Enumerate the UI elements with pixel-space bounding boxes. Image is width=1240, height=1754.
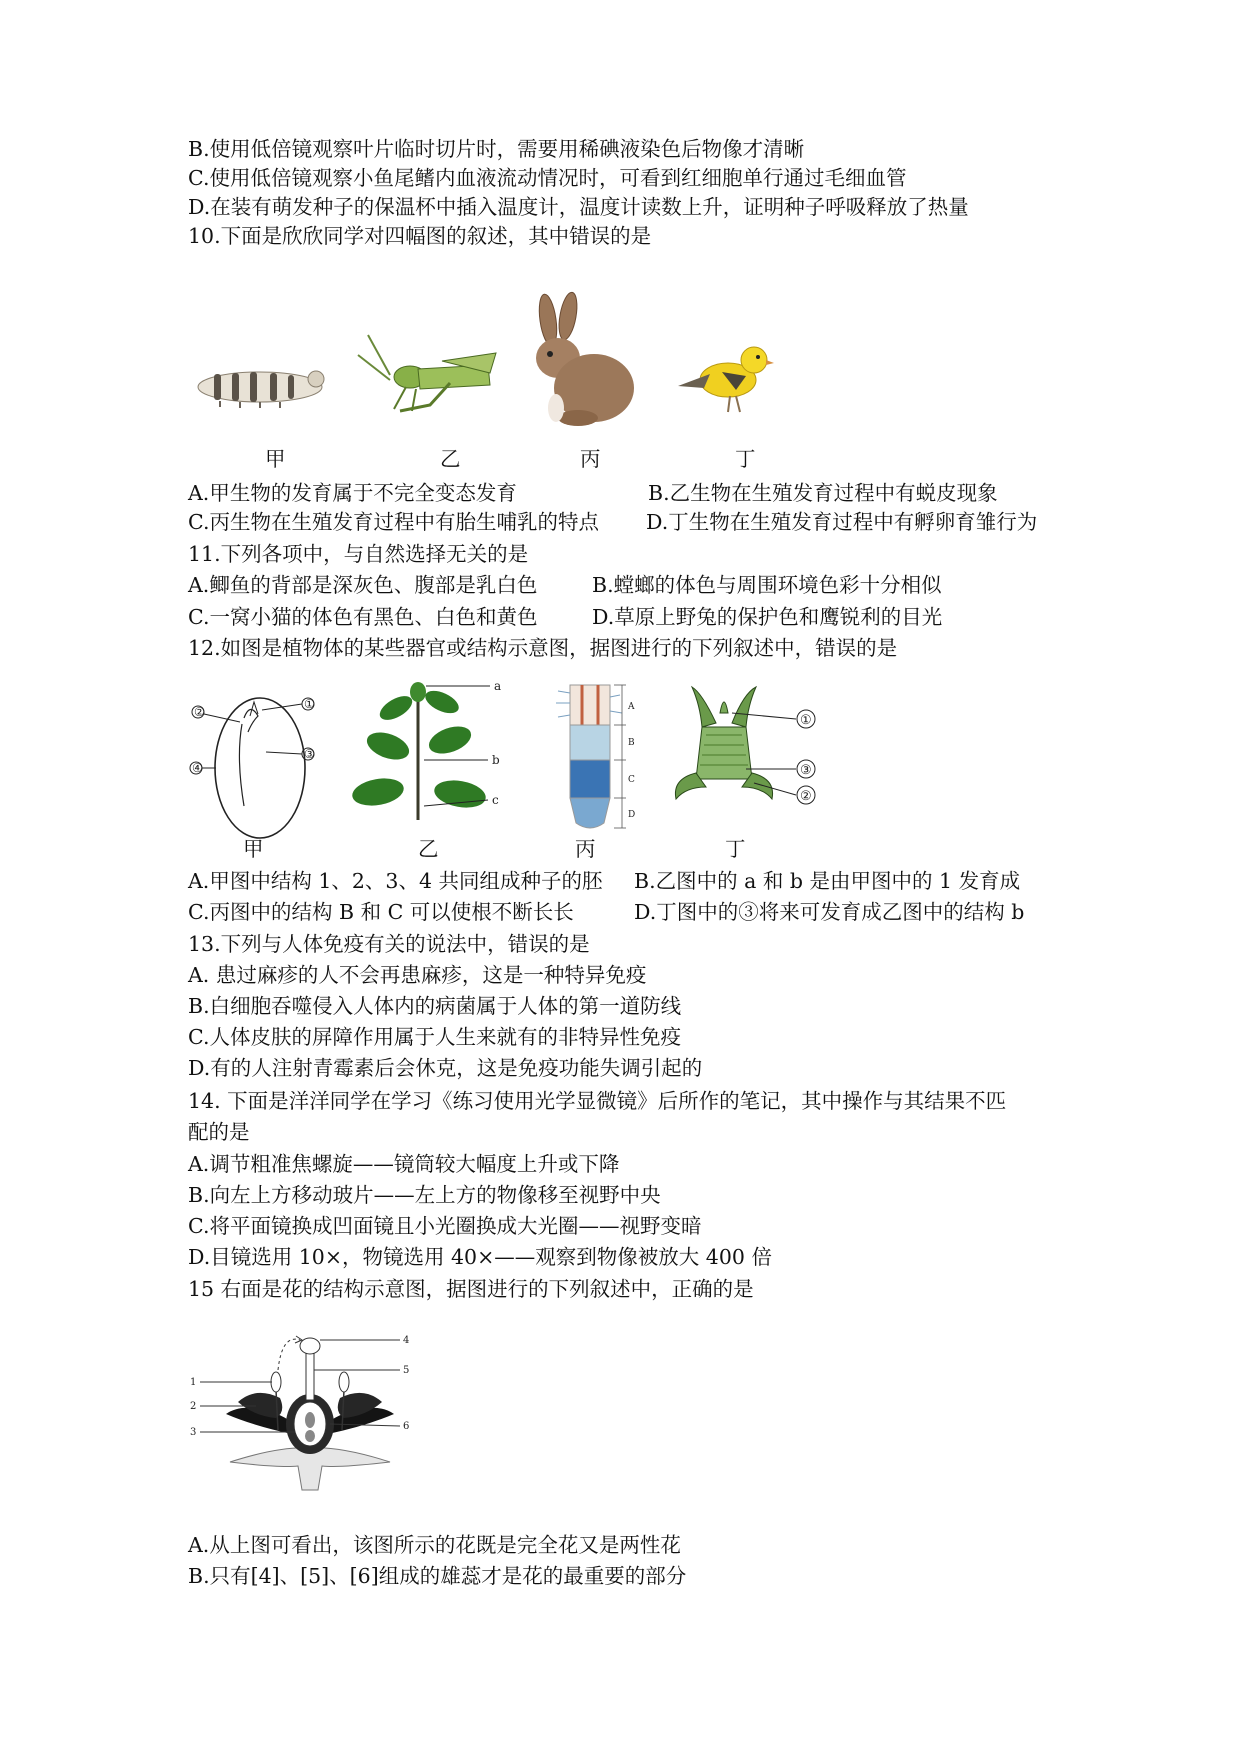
flower-label-4: 4 xyxy=(403,1335,410,1346)
q9-option-d: D.在装有萌发种子的保温杯中插入温度计，温度计读数上升，证明种子呼吸释放了热量 xyxy=(188,195,969,219)
bud-label-3: ③ xyxy=(800,763,812,778)
bud-label-2: ② xyxy=(800,789,812,804)
canary-bird-image xyxy=(670,330,780,420)
q14-option-d: D.目镜选用 10×，物镜选用 40×——观察到物像被放大 400 倍 xyxy=(188,1245,772,1269)
q10-caption-jia: 甲 xyxy=(265,447,286,471)
q10-option-c: C.丙生物在生殖发育过程中有胎生哺乳的特点 xyxy=(188,510,599,534)
q12-stem: 12.如图是植物体的某些器官或结构示意图，据图进行的下列叙述中，错误的是 xyxy=(188,636,898,660)
flower-label-2: 2 xyxy=(190,1401,197,1412)
root-label-a: A xyxy=(628,702,635,712)
q12-caption-bing: 丙 xyxy=(575,837,596,861)
branch-label-b: b xyxy=(492,753,500,767)
grasshopper-image xyxy=(350,325,500,425)
q15-option-a: A.从上图可看出，该图所示的花既是完全花又是两性花 xyxy=(188,1533,681,1557)
q11-option-a: A.鲫鱼的背部是深灰色、腹部是乳白色 xyxy=(188,573,538,597)
flower-label-3: 3 xyxy=(190,1427,197,1438)
q12-option-a: A.甲图中结构 1、2、3、4 共同组成种子的胚 xyxy=(188,869,603,893)
q11-option-c: C.一窝小猫的体色有黑色、白色和黄色 xyxy=(188,605,538,629)
flower-label-6: 6 xyxy=(403,1421,410,1432)
q12-option-c: C.丙图中的结构 B 和 C 可以使根不断长长 xyxy=(188,900,574,924)
q9-option-b: B.使用低倍镜观察叶片临时切片时，需要用稀碘液染色后物像才清晰 xyxy=(188,137,805,161)
seed-label-1: ① xyxy=(304,697,315,711)
seed-label-3: ③ xyxy=(304,747,315,761)
flower-label-1: 1 xyxy=(190,1377,197,1388)
q13-stem: 13.下列与人体免疫有关的说法中，错误的是 xyxy=(188,932,590,956)
q12-option-d: D.丁图中的③将来可发育成乙图中的结构 b xyxy=(634,900,1025,924)
q13-option-b: B.白细胞吞噬侵入人体内的病菌属于人体的第一道防线 xyxy=(188,994,682,1018)
silkworm-image xyxy=(190,355,330,415)
q12-caption-ding: 丁 xyxy=(725,837,746,861)
q14-stem-line1: 14. 下面是洋洋同学在学习《练习使用光学显微镜》后所作的笔记，其中操作与其结果不匹 xyxy=(188,1089,1007,1113)
q13-option-a: A. 患过麻疹的人不会再患麻疹，这是一种特异免疫 xyxy=(188,963,647,987)
q12-caption-jia: 甲 xyxy=(243,837,264,861)
seed-label-2: ② xyxy=(194,705,205,719)
flower-label-5: 5 xyxy=(403,1365,410,1376)
q12-caption-yi: 乙 xyxy=(418,837,439,861)
root-label-c: C xyxy=(628,775,635,785)
seed-structure-diagram xyxy=(190,688,340,838)
q15-option-b: B.只有[4]、[5]、[6]组成的雄蕊才是花的最重要的部分 xyxy=(188,1564,687,1588)
branch-label-c: c xyxy=(492,793,499,807)
branch-label-a: a xyxy=(494,679,502,693)
q10-caption-bing: 丙 xyxy=(580,447,601,471)
q9-option-c: C.使用低倍镜观察小鱼尾鳍内血液流动情况时，可看到红细胞单行通过毛细血管 xyxy=(188,166,907,190)
q14-option-c: C.将平面镜换成凹面镜且小光圈换成大光圈——视野变暗 xyxy=(188,1214,702,1238)
q14-option-a: A.调节粗准焦螺旋——镜筒较大幅度上升或下降 xyxy=(188,1152,620,1176)
root-tip-diagram xyxy=(548,683,648,833)
q10-stem: 10.下面是欣欣同学对四幅图的叙述，其中错误的是 xyxy=(188,224,652,248)
seed-label-4: ④ xyxy=(192,761,203,775)
bud-label-1: ① xyxy=(800,713,812,728)
q10-caption-yi: 乙 xyxy=(440,447,461,471)
q10-caption-ding: 丁 xyxy=(735,447,756,471)
root-label-d: D xyxy=(628,810,636,820)
rabbit-image xyxy=(520,292,640,432)
q10-option-d: D.丁生物在生殖发育过程中有孵卵育雏行为 xyxy=(646,510,1038,534)
q10-option-a: A.甲生物的发育属于不完全变态发育 xyxy=(188,481,517,505)
q11-option-d: D.草原上野兔的保护色和鹰锐利的目光 xyxy=(592,605,943,629)
q13-option-d: D.有的人注射青霉素后会休克，这是免疫功能失调引起的 xyxy=(188,1056,703,1080)
q11-stem: 11.下列各项中，与自然选择无关的是 xyxy=(188,542,529,566)
q14-stem-line2: 配的是 xyxy=(188,1120,250,1144)
root-label-b: B xyxy=(628,738,635,748)
branch-leaves-diagram xyxy=(360,680,520,820)
leaf-bud-diagram xyxy=(672,683,832,823)
q10-option-b: B.乙生物在生殖发育过程中有蜕皮现象 xyxy=(648,481,998,505)
q11-option-b: B.螳螂的体色与周围环境色彩十分相似 xyxy=(592,573,942,597)
q12-option-b: B.乙图中的 a 和 b 是由甲图中的 1 发育成 xyxy=(634,869,1021,893)
q15-stem: 15 右面是花的结构示意图，据图进行的下列叙述中，正确的是 xyxy=(188,1277,754,1301)
q14-option-b: B.向左上方移动玻片——左上方的物像移至视野中央 xyxy=(188,1183,661,1207)
q13-option-c: C.人体皮肤的屏障作用属于人生来就有的非特异性免疫 xyxy=(188,1025,681,1049)
flower-structure-diagram xyxy=(190,1330,430,1490)
